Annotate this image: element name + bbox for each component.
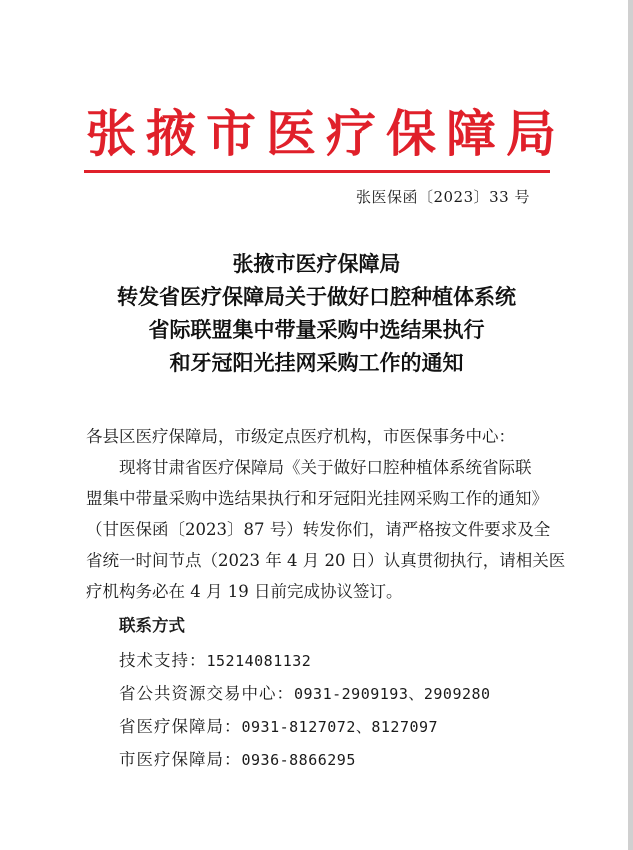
notice-title-line-1: 张掖市医疗保障局 xyxy=(232,252,401,276)
notice-title-line-3: 省际联盟集中带量采购中选结果执行 xyxy=(148,318,485,342)
notice-title-line-2: 转发省医疗保障局关于做好口腔种植体系统 xyxy=(117,285,516,309)
contact-item-tech-support xyxy=(119,648,311,674)
contact-item-provincial-trading-center xyxy=(119,681,491,707)
contact-item-provincial-bureau xyxy=(119,714,438,740)
body-line-1: 现将甘肃省医疗保障局《关于做好口腔种植体系统省际联 xyxy=(119,458,532,477)
body-line-3: （甘医保函〔2023〕87 号）转发你们，请严格按文件要求及全 xyxy=(86,520,551,539)
body-line-4: 省统一时间节点（2023 年 4 月 20 日）认真贯彻执行，请相关医 xyxy=(86,551,566,570)
contact-label: 技术支持： xyxy=(119,651,207,670)
page-edge-shadow xyxy=(628,0,633,850)
contact-phone: 0931-2909193、2909280 xyxy=(294,685,491,703)
contact-phone: 0936-8866295 xyxy=(241,751,356,769)
body-line-5: 疗机构务必在 4 月 19 日前完成协议签订。 xyxy=(86,582,403,601)
letterhead-title: 张掖市医疗保障局 xyxy=(86,104,566,163)
contact-phone: 0931-8127072、8127097 xyxy=(241,718,439,736)
body-line-2: 盟集中带量采购中选结果执行和牙冠阳光挂网采购工作的通知》 xyxy=(86,489,548,508)
contact-label: 省医疗保障局： xyxy=(119,717,242,736)
contacts-heading: 联系方式 xyxy=(119,616,185,635)
contact-item-city-bureau xyxy=(119,747,356,773)
contact-label: 省公共资源交易中心： xyxy=(119,684,294,703)
contact-phone: 15214081132 xyxy=(206,652,312,670)
document-number: 张医保函〔2023〕33 号 xyxy=(355,188,530,206)
notice-title-line-4: 和牙冠阳光挂网采购工作的通知 xyxy=(169,351,464,375)
red-divider-line xyxy=(84,170,550,173)
salutation: 各县区医疗保障局，市级定点医疗机构，市医保事务中心： xyxy=(86,427,515,446)
contact-label: 市医疗保障局： xyxy=(119,750,242,769)
